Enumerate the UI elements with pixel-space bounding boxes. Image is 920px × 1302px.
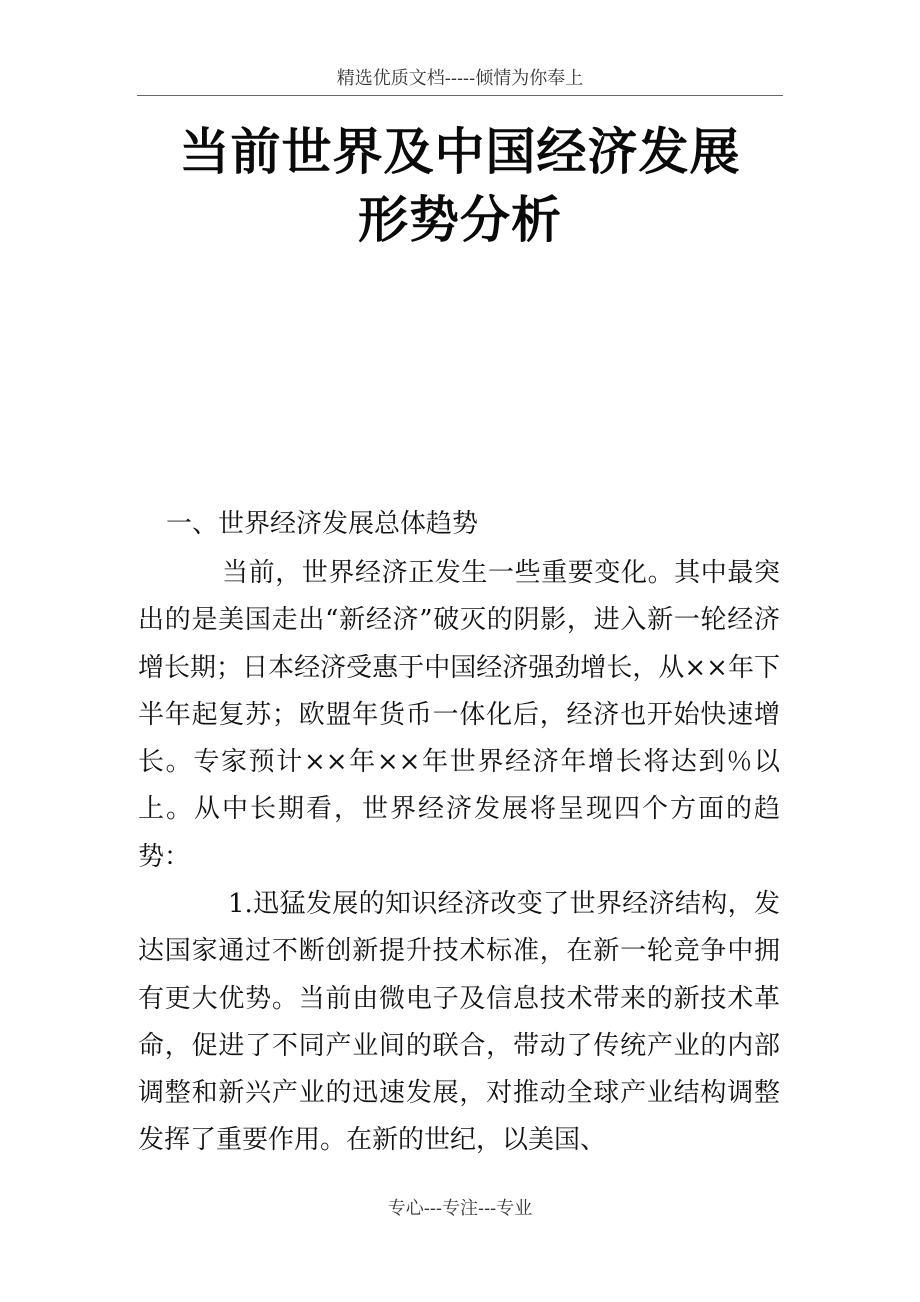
title-line-2: 形势分析 xyxy=(358,191,562,249)
title-line-1: 当前世界及中国经济发展 xyxy=(179,123,741,181)
page-header: 精选优质文档-----倾情为你奉上 xyxy=(336,68,584,89)
section-heading: 一、世界经济发展总体趋势 xyxy=(166,509,479,539)
paragraph-trend-1: 1.迅猛发展的知识经济改变了世界经济结构，发达国家通过不断创新提升技术标准，在新一轮竞争中拥有更大优势。当前由微电子及信息技术带来的新技术革命，促进了不同产业间的联合，带动了传统产业的内部调整和新兴产业的迅速发展，对推动全球产业结构调整发挥了重要作用。在新的世纪，以美国、 xyxy=(138,889,780,1156)
page-footer: 专心---专注---专业 xyxy=(387,1198,533,1219)
header-divider xyxy=(137,95,783,96)
paragraph-intro: 当前，世界经济正发生一些重要变化。其中最突出的是美国走出“新经济”破灭的阴影，进入新一轮经济增长期；日本经济受惠于中国经济强劲增长，从××年下半年起复苏；欧盟年货币一体化后，经济也开始快速增长。专家预计××年××年世界经济年增长将达到％以上。从中长期看，世界经济发展将呈现四个方面的趋势： xyxy=(138,558,780,872)
document-title xyxy=(110,118,810,254)
